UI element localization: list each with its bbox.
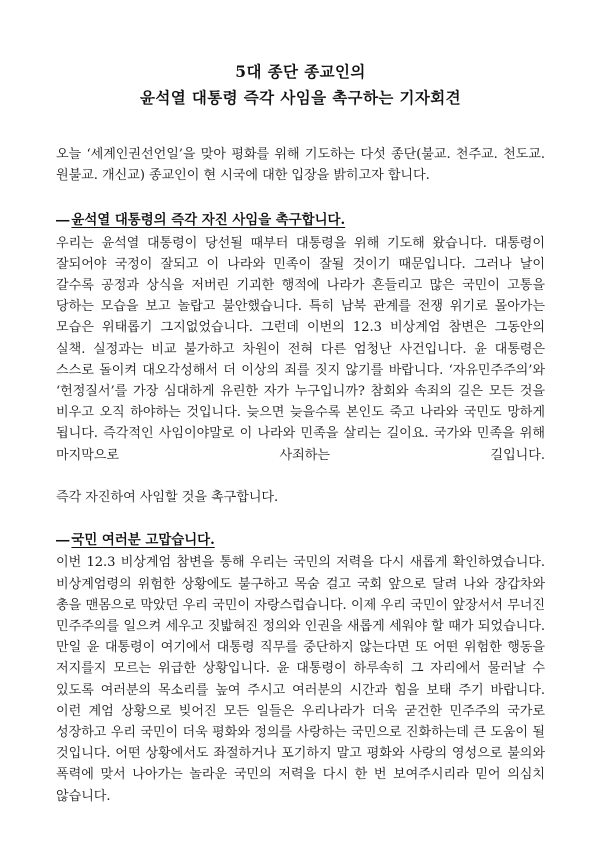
section-1-paragraph-1: 우리는 윤석열 대통령이 당선될 때부터 대통령을 위해 기도해 왔습니다. 대통령이 잘되어야 국정이 잘되고 이 나라와 민족이 잘될 것이기 때문입니다. 그러나 날이 갈수록 공정과 상식을 저버린 기괴한 행적에 나라가 흔들리고 많은 국민이 고통을 당하는 모습을 보고 놀랍고 불안했습니다. 특히 남북 관계를 전쟁 위기로 몰아가는 모습은 위태롭기 그지없었습니다. 그런데 이번의 12.3 비상계엄 참변은 그동안의 실책. 실정과는 비교 불가하고 차원이 전혀 다른 엄청난 사건입니다. 윤 대통령은 스스로 돌이켜 대오각성해서 더 이상의 죄를 짓지 않기를 바랍니다. ‘자유민주주의’와 ‘헌정질서’를 가장 심대하게 유린한 자가 누구입니까? 참회와 속죄의 길은 모든 것을 비우고 오직 하야하는 것입니다. 늦으면 늦을수록 본인도 죽고 나라와 국민도 망하게 됩니다. 즉각적인 사임이야말로 이 나라와 민족을 살리는 길이요. 국가와 민족을 위해 마지막으로 사죄하는 길입니다. xyxy=(56,235,545,463)
section-heading-1-label: 윤석열 대통령의 즉각 자진 사임을 촉구합니다. xyxy=(71,212,346,229)
spacer-between-sections xyxy=(56,508,545,530)
section-heading-1 xyxy=(56,210,545,230)
section-heading-2-label: 국민 여러분 고맙습니다. xyxy=(71,532,215,549)
title-line-2: 윤석열 대통령 즉각 사임을 촉구하는 기자회견 xyxy=(139,88,462,108)
spacer-after-intro xyxy=(56,186,545,210)
section-1-paragraph-2: 즉각 자진하여 사임할 것을 촉구합니다. xyxy=(56,489,279,505)
document-title xyxy=(56,60,545,110)
em-dash-icon: ― xyxy=(56,212,70,229)
em-dash-icon: ― xyxy=(56,532,70,549)
title-line-1: 5대 종단 종교인의 xyxy=(235,62,366,81)
intro-paragraph: 오늘 ‘세계인권선언일’을 맞아 평화를 위해 기도하는 다섯 종단(불교. 천주교. 천도교. 원불교. 개신교) 종교인이 현 시국에 대한 입장을 밝히고자 합니다. xyxy=(56,147,545,184)
section-heading-2 xyxy=(56,530,545,550)
section-2-paragraph-1: 이번 12.3 비상계엄 참변을 통해 우리는 국민의 저력을 다시 새롭게 확인하였습니다. 비상계엄령의 위험한 상황에도 불구하고 목숨 걸고 국회 앞으로 달려 나와 장갑차와 총을 맨몸으로 막았던 우리 국민이 자랑스럽습니다. 이제 우리 국민이 앞장서서 무너진 민주주의를 일으켜 세우고 짓밟혀진 정의와 인권을 새롭게 세워야 할 때가 되었습니다. 만일 윤 대통령이 여기에서 대통령 직무를 중단하지 않는다면 또 어떤 위험한 행동을 저지를지 모르는 위급한 상황입니다. 윤 대통령이 하루속히 그 자리에서 물러날 수 있도록 여러분의 목소리를 높여 주시고 여러분의 시간과 힘을 보태 주기 바랍니다. 이런 계엄 상황으로 빚어진 모든 일들은 우리나라가 더욱 굳건한 민주주의 국가로 성장하고 우리 국민이 더욱 평화와 정의를 사랑하는 국민으로 진화하는데 큰 도움이 될 것입니다. 어떤 상황에서도 좌절하거나 포기하지 말고 평화와 사랑의 영성으로 불의와 폭력에 맞서 나아가는 놀라운 국민의 저력을 다시 한 번 보여주시리라 믿어 의심치 않습니다. xyxy=(56,555,545,804)
